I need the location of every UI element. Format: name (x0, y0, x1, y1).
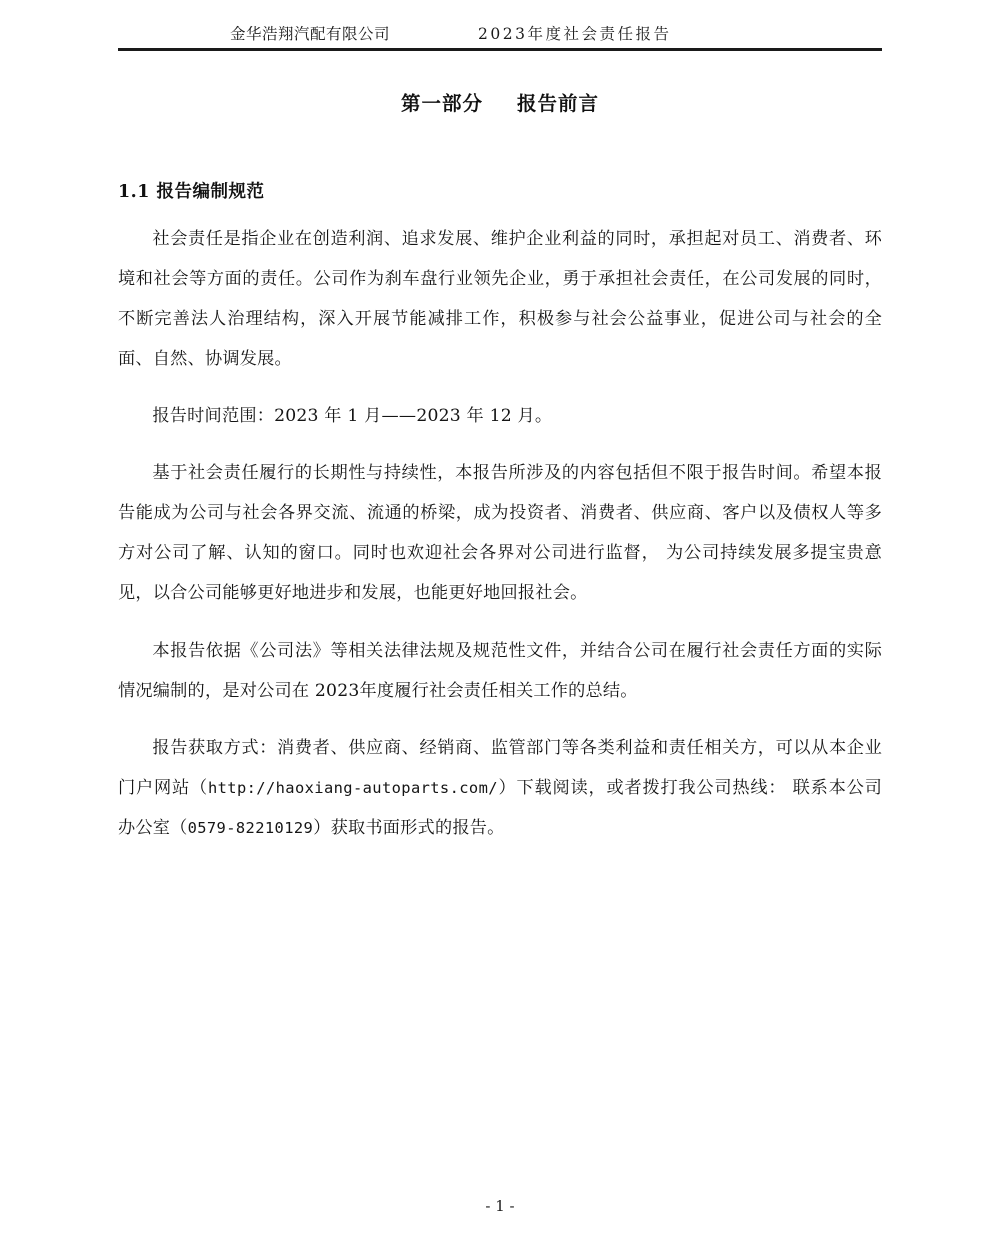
access-lead-text: 报告获取方式：消费者、供应商、经销商、监管部门等各类利益和责任相关方，可以从本企业门户网站（ (118, 737, 882, 798)
paragraph-1: 社会责任是指企业在创造利润、追求发展、维护企业利益的同时，承担起对员工、消费者、环境和社会等方面的责任。公司作为刹车盘行业领先企业，勇于承担社会责任，在公司发展的同时，不断完善法人治理结构，深入开展节能减排工作，积极参与社会公益事业，促进公司与社会的全面、自然、协调发展。 (118, 229, 882, 369)
company-phone-number: 0579-82210129 (187, 818, 314, 837)
page-number: - 1 - (485, 1197, 515, 1215)
paragraph-report-access (118, 728, 882, 848)
header-divider (118, 48, 882, 51)
running-header-content (118, 22, 882, 44)
page-title (118, 88, 882, 116)
header-company-name: 金华浩翔汽配有限公司 (230, 25, 391, 43)
access-tail-text: ）获取书面形式的报告。 (313, 817, 505, 838)
paragraph-4: 本报告依据《公司法》等相关法律法规及规范性文件，并结合公司在履行社会责任方面的实际情况编制的，是对公司在 2023年度履行社会责任相关工作的总结。 (118, 640, 882, 701)
running-header (118, 0, 882, 46)
section-heading: 1.1 报告编制规范 (118, 182, 265, 202)
access-middle-text: ）下载阅读，或者拨打我公司热线： 联系本公司办公室（ (118, 777, 882, 838)
paragraph-2: 报告时间范围：2023 年 1 月——2023 年 12 月。 (152, 406, 553, 427)
page-title-name: 报告前言 (517, 92, 600, 115)
header-report-title: 2023年度社会责任报告 (478, 25, 672, 43)
paragraph-3: 基于社会责任履行的长期性与持续性，本报告所涉及的内容包括但不限于报告时间。希望本报告能成为公司与社会各界交流、流通的桥梁，成为投资者、消费者、供应商、客户以及债权人等多方对公司了解、认知的窗口。同时也欢迎社会各界对公司进行监督， 为公司持续发展多提宝贵意见，以合公司能够更好地进步和发展，也能更好地回报社会。 (118, 463, 882, 604)
company-website-url: http://haoxiang-autoparts.com/ (207, 778, 498, 797)
page-title-part: 第一部分 (400, 92, 483, 115)
